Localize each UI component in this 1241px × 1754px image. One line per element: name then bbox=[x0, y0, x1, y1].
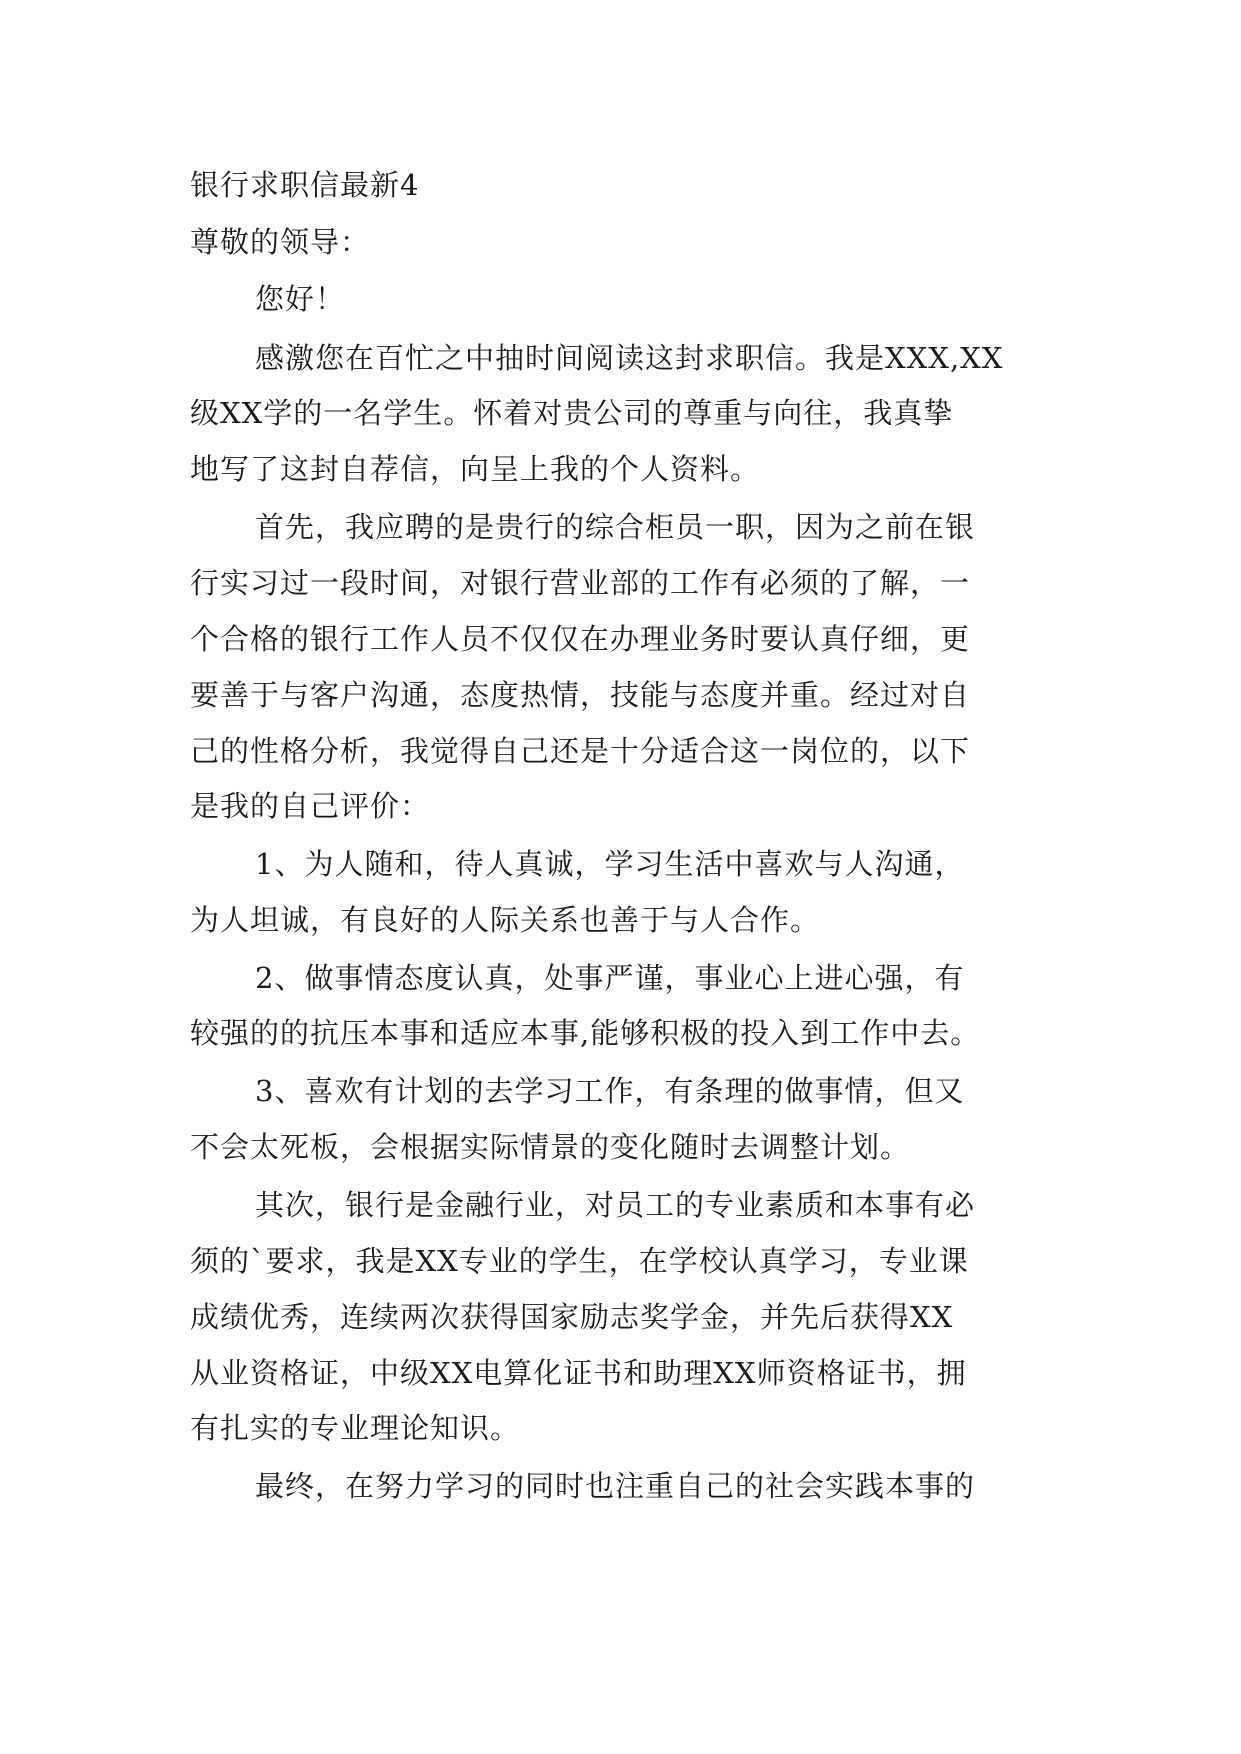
paragraph-line: 要善于与客户沟通，态度热情，技能与态度并重。经过对自 bbox=[190, 678, 971, 712]
paragraph-line: 须的`要求，我是XX专业的学生，在学校认真学习，专业课 bbox=[190, 1244, 969, 1278]
paragraph-line: 其次，银行是金融行业，对员工的专业素质和本事有必 bbox=[255, 1188, 976, 1222]
list-item-line: 1、为人随和，待人真诚，学习生活中喜欢与人沟通， bbox=[255, 847, 965, 881]
paragraph-line: 己的性格分析，我觉得自己还是十分适合这一岗位的，以下 bbox=[190, 734, 971, 768]
greeting: 您好！ bbox=[255, 282, 346, 316]
paragraph-line: 级XX学的一名学生。怀着对贵公司的尊重与向往，我真挚 bbox=[190, 396, 954, 430]
document-title: 银行求职信最新4 bbox=[190, 168, 420, 202]
list-item-line: 为人坦诚，有良好的人际关系也善于与人合作。 bbox=[190, 903, 821, 937]
paragraph-line: 首先，我应聘的是贵行的综合柜员一职，因为之前在银 bbox=[255, 510, 976, 544]
salutation: 尊敬的领导： bbox=[190, 225, 371, 259]
list-item-line: 3、喜欢有计划的去学习工作，有条理的做事情，但又 bbox=[255, 1074, 965, 1108]
paragraph-line: 最终，在努力学习的同时也注重自己的社会实践本事的 bbox=[255, 1469, 976, 1503]
list-item-line: 不会太死板，会根据实际情景的变化随时去调整计划。 bbox=[190, 1130, 911, 1164]
paragraph-line: 地写了这封自荐信，向呈上我的个人资料。 bbox=[190, 452, 761, 486]
list-item-line: 2、做事情态度认真，处事严谨，事业心上进心强，有 bbox=[255, 961, 965, 995]
paragraph-line: 行实习过一段时间，对银行营业部的工作有必须的了解，一 bbox=[190, 566, 971, 600]
paragraph-line: 有扎实的专业理论知识。 bbox=[190, 1411, 521, 1445]
paragraph-line: 成绩优秀，连续两次获得国家励志奖学金，并先后获得XX bbox=[190, 1300, 954, 1334]
paragraph-line: 是我的自己评价： bbox=[190, 789, 431, 823]
paragraph-line: 个合格的银行工作人员不仅仅在办理业务时要认真仔细，更 bbox=[190, 622, 971, 656]
paragraph-line: 从业资格证，中级XX电算化证书和助理XX师资格证书，拥 bbox=[190, 1356, 967, 1390]
list-item-line: 较强的的抗压本事和适应本事,能够积极的投入到工作中去。 bbox=[190, 1016, 981, 1050]
paragraph-line: 感激您在百忙之中抽时间阅读这封求职信。我是XXX,XX bbox=[255, 341, 1004, 375]
